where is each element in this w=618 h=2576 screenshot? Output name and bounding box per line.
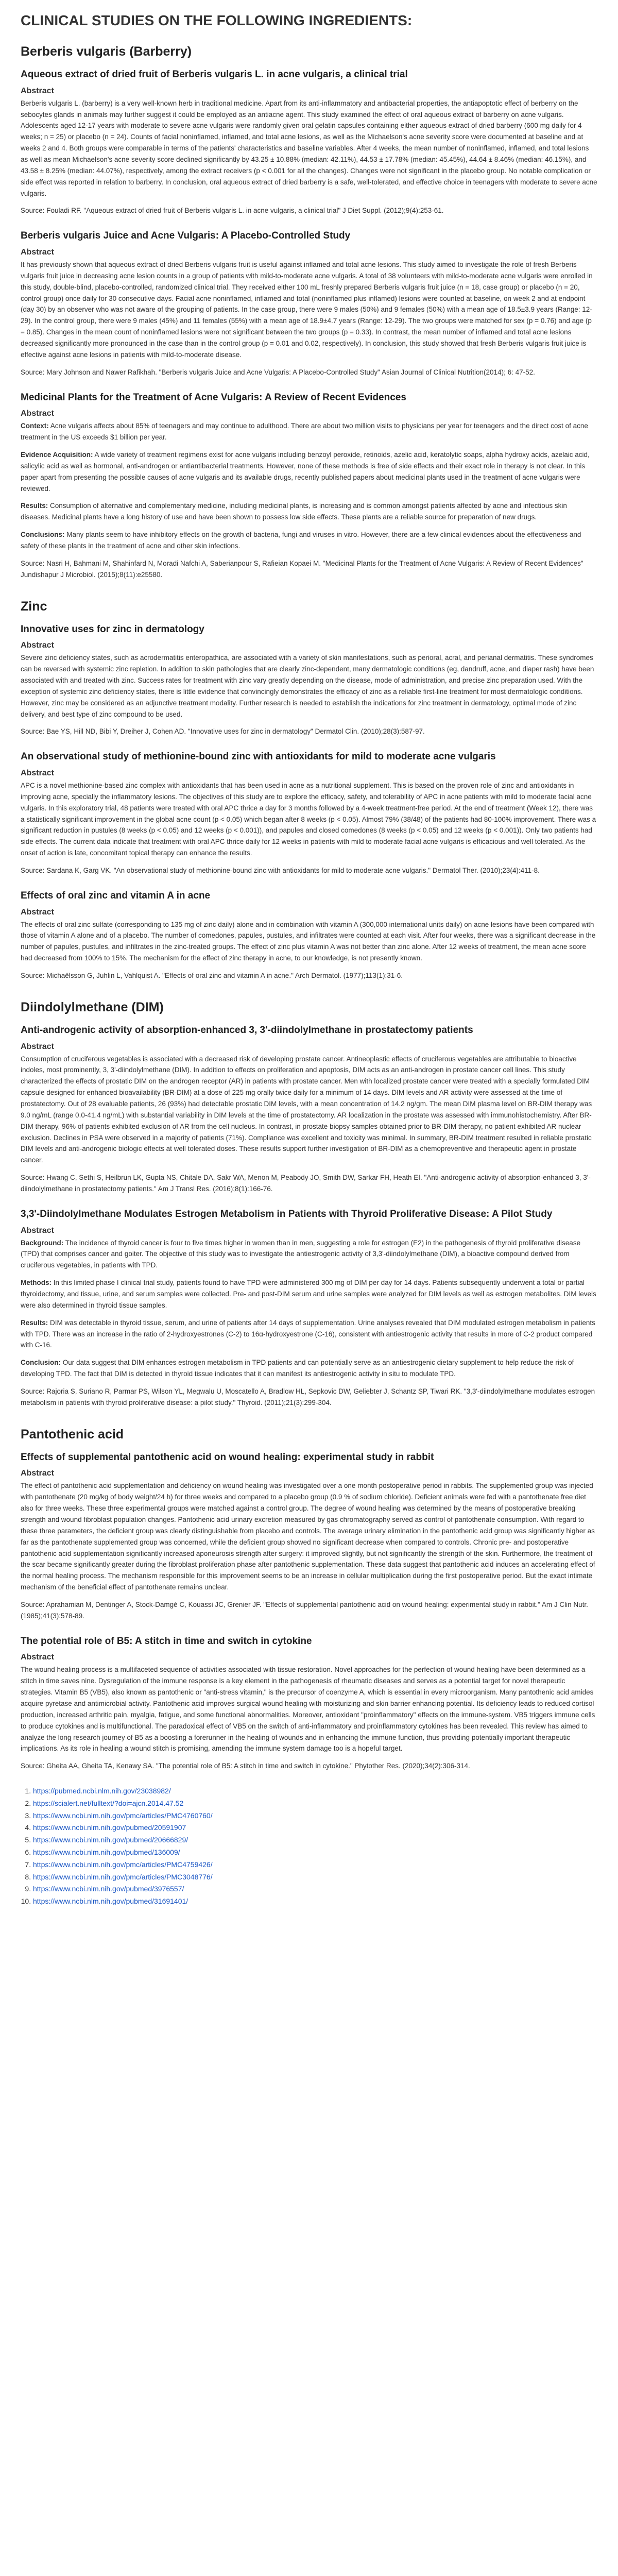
study-title: Berberis vulgaris Juice and Acne Vulgaris: A Placebo-Controlled Study [21, 230, 351, 242]
reference-item [33, 1834, 597, 1846]
study-source: Source: Fouladi RF. "Aqueous extract of dried fruit of Berberis vulgaris L. in acne vulgaris, a clinical trial" J Diet Suppl. (2012);9(4):253-61. [21, 207, 444, 215]
study-source: Source: Mary Johnson and Nawer Rafikhah. "Berberis vulgaris Juice and Acne Vulgaris: A Placebo-Controlled Study" Asian Journal of Clinical Nutrition(2014); 6: 47-52. [21, 368, 535, 376]
section-heading: Zinc [21, 599, 47, 614]
reference-item [33, 1822, 597, 1834]
paragraph-label: Context: [21, 422, 49, 430]
abstract-label: Abstract [21, 641, 54, 650]
study-block [21, 1024, 597, 1195]
paragraph-text: A wide variety of treatment regimens exist for acne vulgaris including benzoyl peroxide, retinoids, azelic acid, keratolytic soaps, alpha hydroxy acids, azelaic acid, salicylic acid as well as hormonal, anti-androgen or antiantibacterial treatments. However, none of these methods is free of side effects and their exact role in therapy is not clear. In this paper apart from presenting the possible causes of acne vulgaris and its available drugs, recently published papers about medicinal plants used in the treatment of acne vulgaris were reviewed. [21, 450, 590, 493]
paragraph-text: Acne vulgaris affects about 85% of teenagers and may continue to adulthood. There are about two million visits to physicians per year for teenagers and the direct cost of acne treatment in the US exceeds $1 billion per year. [21, 422, 588, 442]
study-source: Source: Aprahamian M, Dentinger A, Stock-Damgé C, Kouassi JC, Grenier JF. "Effects of supplemental pantothenic acid on wound healing: experimental study in rabbit." Am J Clin Nutr. (1985);41(3):578-89. [21, 1600, 588, 1620]
page-title: CLINICAL STUDIES ON THE FOLLOWING INGREDIENTS: [21, 12, 413, 28]
paragraph-label: Methods: [21, 1279, 52, 1287]
paragraph-text: Many plants seem to have inhibitory effects on the growth of bacteria, fungi and viruses in vitro. However, there are a few clinical evidences about the effectiveness and safety of these plants in the treatment of acne and other skin infections. [21, 531, 581, 550]
abstract-label: Abstract [21, 1653, 54, 1662]
study-block [21, 1451, 597, 1622]
study-title: An observational study of methionine-bound zinc with antioxidants for mild to moderate acne vulgaris [21, 751, 496, 762]
abstract-label: Abstract [21, 1042, 54, 1051]
study-source: Source: Rajoria S, Suriano R, Parmar PS, Wilson YL, Megwalu U, Moscatello A, Bradlow HL, Sepkovic DW, Geliebter J, Schantz SP, Tiwari RK. "3,3'-diindolylmethane modulates estrogen metabolism in patients with thyroid proliferative disease: a pilot study." Thyroid. (2011);21(3):299-304. [21, 1387, 595, 1406]
abstract-label: Abstract [21, 1226, 54, 1235]
abstract-label: Abstract [21, 409, 54, 418]
study-title: Anti-androgenic activity of absorption-enhanced 3, 3'-diindolylmethane in prostatectomy patients [21, 1024, 473, 1036]
paragraph-text: APC is a novel methionine-based zinc complex with antioxidants that has been used in acne as a nutritional supplement. This is based on the proven role of zinc and antioxidants in improving acne, specially the inflammatory lesions. The objectives of this study are to explore the efficacy, safety, and tolerability of APC in acne patients with mild to moderate facial acne vulgaris. In this exploratory trial, 48 patients were treated with oral APC thrice a day for 3 months followed by a 4-week treatment-free period. At the end of treatment (Week 12), there was a statistically significant improvement in the global acne count (p < 0.05) which began after 8 weeks (p < 0.05). Almost 79% (38/48) of the patients had 80-100% improvement. There was a significant reduction in pustules (8 weeks (p < 0.05) and 12 weeks (p < 0.001)), and papules and closed comedones (8 weeks (p < 0.05) and 12 weeks (p < 0.001)). Only two patients had side effects. The current data indicate that treatment with oral APC thrice daily for 12 weeks in patients with mild to moderate facial acne vulgaris is efficacious and well tolerated. As the onset of action is late, concomitant topical therapy can enhance the results. [21, 781, 596, 857]
reference-item [33, 1895, 597, 1908]
abstract-paragraph [21, 652, 597, 720]
abstract-paragraph [21, 1357, 597, 1380]
reference-item [33, 1810, 597, 1822]
paragraph-text: DIM was detectable in thyroid tissue, serum, and urine of patients after 14 days of supplementation. Urine analyses revealed that DIM modulated estrogen metabolism in patients with TPD. There was an increase in the ratio of 2-hydroxyestrones (C-2) to 16α-hydroxyestrone (C-16), consistent with antiestrogenic activity that results in more of C-2 product compared with C-16. [21, 1318, 595, 1349]
reference-link[interactable]: https://www.ncbi.nlm.nih.gov/pmc/articles/PMC3048776/ [33, 1872, 213, 1881]
study-source: Source: Michaëlsson G, Juhlin L, Vahlquist A. "Effects of oral zinc and vitamin A in acne." Arch Dermatol. (1977);113(1):31-6. [21, 971, 403, 979]
reference-link[interactable]: https://www.ncbi.nlm.nih.gov/pubmed/31691401/ [33, 1897, 188, 1906]
abstract-label: Abstract [21, 907, 54, 917]
study-title: Innovative uses for zinc in dermatology [21, 623, 204, 635]
section-heading: Berberis vulgaris (Barberry) [21, 44, 192, 59]
reference-link[interactable]: https://www.ncbi.nlm.nih.gov/pmc/articles/PMC4759426/ [33, 1860, 213, 1869]
paragraph-label: Results: [21, 1318, 48, 1327]
study-block [21, 392, 597, 581]
paragraph-text: Our data suggest that DIM enhances estrogen metabolism in TPD patients and can potentially serve as an antiestrogenic dietary supplement to help reduce the risk of developing TPD. The fact that DIM is detected in thyroid tissue indicates that it can manifest its antiestrogenic activity in situ to modulate TPD. [21, 1359, 574, 1378]
study-title: Aqueous extract of dried fruit of Berberis vulgaris L. in acne vulgaris, a clinical trial [21, 69, 408, 80]
paragraph-label: Results: [21, 502, 48, 510]
paragraph-text: In this limited phase I clinical trial study, patients found to have TPD were administered 300 mg of DIM per day for 14 days. Patients subsequently underwent a total or partial thyroidectomy, and tissue, urine, and serum samples were collected. Pre- and post-DIM serum and urine samples were analyzed for DIM levels as well as estrogen metabolites. DIM levels were also determined in thyroid tissue samples. [21, 1279, 596, 1309]
reference-link[interactable]: https://www.ncbi.nlm.nih.gov/pubmed/20666829/ [33, 1836, 188, 1844]
reference-link[interactable]: https://pubmed.ncbi.nlm.nih.gov/23038982/ [33, 1787, 171, 1795]
study-source: Source: Gheita AA, Gheita TA, Kenawy SA. "The potential role of B5: A stitch in time and switch in cytokine." Phytother Res. (2020);34(2):306-314. [21, 1762, 470, 1770]
study-block [21, 230, 597, 378]
study-block [21, 1208, 597, 1409]
reference-link[interactable]: https://www.ncbi.nlm.nih.gov/pubmed/20591907 [33, 1823, 186, 1832]
study-source: Source: Sardana K, Garg VK. "An observational study of methionine-bound zinc with antioxidants for mild to moderate acne vulgaris." Dermatol Ther. (2010);23(4):411-8. [21, 866, 540, 874]
reference-link[interactable]: https://www.ncbi.nlm.nih.gov/pubmed/136009/ [33, 1848, 180, 1857]
paragraph-text: It has previously shown that aqueous extract of dried Berberis vulgaris fruit is useful against inflamed and total acne lesions. This study aimed to investigate the role of fresh Berberis vulgaris fruit juice in decreasing acne lesion counts in a group of patients with mild-to-moderate acne vulgaris. A total of 38 volunteers with mild-to-moderate acne vulgaris were enrolled in this study, double-blind, placebo-controlled, randomized clinical trial. They received either 100 mL freshly prepared Berberis vulgaris fruit juice (n = 18, case group) or placebo (n = 20, control group) once daily for 30 consecutive days. Facial acne noninflamed, inflamed and total (noninflamed plus inflamed) lesions were counted at baseline, on week 2 and at endpoint (day 30) by an observer who was not aware of the grouping of patients. In the case group, there were 9 males (50%) and 9 females (50%) with a mean age of 18.5±3.9 years (Range: 12-29). In the control group, there were 9 males (45%) and 11 females (55%) with a mean age of 18.9±4.7 years (Range: 12-29). The two groups were matched for sex (p = 0.76) and age (p = 0.85). Changes in the mean count of noninflamed lesions were not significant between the two groups (p = 0.33). In contrast, the mean number of inflamed and total acne lesions decreased significantly more pronounced in the case than in the control group (p = 0.01 and 0.02, respectively). In conclusion, this study showed that fresh Berberis vulgaris fruit juice is effective against acne lesions in patients with mild-to-moderate disease. [21, 260, 593, 359]
abstract-paragraph [21, 780, 597, 859]
section-heading: Diindolylmethane (DIM) [21, 999, 164, 1014]
reference-link[interactable]: https://www.ncbi.nlm.nih.gov/pubmed/3976557/ [33, 1885, 184, 1893]
paragraph-text: The effects of oral zinc sulfate (corresponding to 135 mg of zinc daily) alone and in combination with vitamin A (300,000 international units daily) on acne lesions have been compared with those of vitamin A alone and of a placebo. The number of comedones, papules, pustules, and infiltrates were counted at each visit. After four weeks, there was a significant decrease in the number of papules, pustules, and infiltrates in the zinc-treated groups. The effect of zinc plus vitamin A was not better than zinc alone. After 12 weeks of treatment, the mean acne score had decreased from 100% to 15%. The mechanism for the effect of zinc therapy in acne, to our knowledge, is not presently known. [21, 920, 596, 962]
abstract-paragraph [21, 1664, 597, 1754]
paragraph-text: Severe zinc deficiency states, such as acrodermatitis enteropathica, are associated with a variety of skin manifestations, such as perioral, acral, and perianal dermatitis. These syndromes can be reversed with systemic zinc repletion. In addition to skin pathologies that are clearly zinc-dependent, many dermatologic conditions (eg, dandruff, acne, and diaper rash) have been associated with and treated with zinc. Success rates for treatment with zinc vary greatly depending on the disease, mode of administration, and precise zinc preparation used. With the exception of systemic zinc deficiency states, there is little evidence that convincingly demonstrates the efficacy of zinc as a reliable first-line treatment for most dermatologic conditions. However, zinc may be considered as an adjunctive treatment modality. Further research is needed to establish the indications for zinc treatment in dermatology, optimal mode of zinc delivery, and best type of zinc compound to be used. [21, 654, 594, 718]
reference-item [33, 1846, 597, 1859]
study-title: 3,3'-Diindolylmethane Modulates Estrogen Metabolism in Patients with Thyroid Proliferative Disease: A Pilot Study [21, 1208, 553, 1219]
paragraph-text: Consumption of alternative and complementary medicine, including medicinal plants, is increasing and is common amongst patients affected by acne and infectious skin diseases. Medicinal plants have a long history of use and have been shown to possess low side effects. These plants are a reliable source for preparation of new drugs. [21, 502, 567, 521]
paragraph-label: Evidence Acquisition: [21, 450, 93, 459]
reference-item [33, 1785, 597, 1798]
reference-item [33, 1883, 597, 1895]
reference-list [21, 1785, 597, 1908]
study-block [21, 1635, 597, 1772]
study-title: Effects of oral zinc and vitamin A in acne [21, 890, 211, 901]
study-title: The potential role of B5: A stitch in time and switch in cytokine [21, 1635, 312, 1647]
study-source: Source: Bae YS, Hill ND, Bibi Y, Dreiher J, Cohen AD. "Innovative uses for zinc in dermatology" Dermatol Clin. (2010);28(3):587-97. [21, 727, 425, 736]
abstract-paragraph [21, 529, 597, 552]
study-block [21, 623, 597, 738]
section-heading: Pantothenic acid [21, 1427, 124, 1442]
abstract-label: Abstract [21, 1469, 54, 1478]
paragraph-label: Background: [21, 1239, 64, 1247]
sections-container [21, 44, 597, 1772]
paragraph-label: Conclusions: [21, 531, 65, 539]
paragraph-text: The effect of pantothenic acid supplementation and deficiency on wound healing was investigated over a one month postoperative period in rabbits. The supplemented group was injected with pantothenate (20 mg/kg of body weight/24 h) for three weeks and compared to a placebo group (0.9 % of sodium chloride). Deficient animals were fed with a pantothenate free diet also for three weeks. These three experimental groups were matched against a control group. The degree of wound healing was determined by the means of postoperative breaking strength and wound fibroblast population changes. Pantothenic acid urinary excretion measured by gas chromatography served as control of pantothenate consumption. With regard to these three parameters, the deficient group was clearly distinguishable from placebo and controls. The average urinary elimination in the pantothenic acid group was significantly higher as far as the pantothenate supplemented group was concerned, while the deficient group showed no significant decrease when compared to controls. Chronic pre- and postoperative pantothenic acid supplementation significantly increased aponeurosis strength after surgery: it improved slightly, but not significantly the strength of the skin. Furthermore, the treatment of the scar became significantly greater during the fibroblast proliferation phase after pantothenic supplementation. These data suggest that pantothenic acid induces an accelerating effect of the normal healing process. The mechanism responsible for this improvement seems to be an increase in cellular multiplication during the first postoperative period. But the exact intimate mechanism of the beneficial effect of pantothenate remains unclear. [21, 1482, 595, 1591]
abstract-paragraph [21, 1277, 597, 1311]
paragraph-label: Conclusion: [21, 1359, 61, 1367]
paragraph-text: Consumption of cruciferous vegetables is associated with a decreased risk of developing prostate cancer. Antineoplastic effects of cruciferous vegetables are attributable to bioactive indoles, most prominently, 3, 3'-diindolylmethane (DIM). In addition to effects on proliferation and apoptosis, DIM acts as an anti-androgen in prostate cancer cell lines. This study characterized the effects of prostatic DIM on the androgen receptor (AR) in patients with prostate cancer. Men with localized prostate cancer were treated with a specially formulated DIM capsule designed for enhanced bioavailability (BR-DIM) at a dose of 225 mg orally twice daily for a minimum of 14 days. DIM levels and AR activity were assessed at the time of prostatectomy. Out of 28 evaluable patients, 26 (93%) had detectable prostatic DIM levels, with a mean concentration of 14.2 ng/gm. The mean DIM plasma level on BR-DIM therapy was 9.0 ng/mL (range 0.0-41.4 ng/mL) with substantial variability in DIM levels at the time of prostatectomy. AR localization in the prostate was assessed with immunohistochemistry. After BR-DIM therapy, 96% of patients exhibited exclusion of AR from the cell nucleus. In contrast, in prostate biopsy samples obtained prior to BR-DIM therapy, no patient exhibited AR nuclear exclusion. Declines in PSA were observed in a majority of patients (71%). Compliance was excellent and toxicity was minimal. In summary, BR-DIM treatment resulted in reliable prostatic DIM levels and anti-androgenic biologic effects at well tolerated doses. These results support further investigation of BR-DIM as a chemopreventive and therapeutic agent in prostate cancer. [21, 1055, 592, 1164]
abstract-paragraph [21, 1317, 597, 1351]
reference-link[interactable]: https://scialert.net/fulltext/?doi=ajcn.2014.47.52 [33, 1799, 184, 1807]
reference-item [33, 1871, 597, 1884]
abstract-paragraph [21, 500, 597, 523]
study-title: Effects of supplemental pantothenic acid on wound healing: experimental study in rabbit [21, 1451, 434, 1463]
abstract-label: Abstract [21, 768, 54, 777]
paragraph-text: The incidence of thyroid cancer is four to five times higher in women than in men, suggesting a role for estrogen (E2) in the pathogenesis of thyroid proliferative disease (TPD) that comprises cancer and goiter. The objective of this study was to investigate the antiestrogenic activity of 3,3'-diindolylmethane (DIM), a bioactive compound derived from cruciferous vegetables, in patients with TPD. [21, 1239, 581, 1269]
study-block [21, 751, 597, 876]
paragraph-text: Berberis vulgaris L. (barberry) is a very well-known herb in traditional medicine. Apart from its anti-inflammatory and antibacterial properties, the antiapoptotic effect of berberry on the sebocytes glands in animals may further suggest it could be employed as an antiacne agent. This study examined the effect of oral aqueous extract of barberry on acne vulgaris. Adolescents aged 12-17 years with moderate to severe acne vulgaris were randomly given oral gelatin capsules containing either aqueous extract of dried barberry (600 mg daily for 4 weeks; n = 25) or placebo (n = 24). Counts of facial noninflamed, inflamed, and total acne lesions, as well as the Michaelson's acne severity score were documented at baseline and at weeks 2 and 4. Both groups were comparable in terms of the patients' characteristics and baseline variables. After 4 weeks, the mean number of noninflamed, inflamed, and total lesions as well as mean Michaelson's acne severity score declined significantly by 43.25 ± 10.88% (median: 42.11%), 44.53 ± 17.78% (median: 45.45%), 44.64 ± 8.46% (median: 46.15%), and 43.58 ± 8.25% (median: 44.07%), respectively, among the extract receivers (p < 0.001 for all the changes). Changes were not significant in the placebo group. No notable complication or side effect was reported in relation to barberry. In conclusion, oral aqueous extract of dried barberry is a safe, well-tolerated, and effective choice in teenagers with moderate to severe acne vulgaris. [21, 99, 597, 197]
reference-item [33, 1859, 597, 1871]
study-title: Medicinal Plants for the Treatment of Acne Vulgaris: A Review of Recent Evidences [21, 392, 406, 403]
reference-link[interactable]: https://www.ncbi.nlm.nih.gov/pmc/articles/PMC4760760/ [33, 1811, 213, 1820]
abstract-paragraph [21, 1238, 597, 1272]
study-source: Source: Nasri H, Bahmani M, Shahinfard N, Moradi Nafchi A, Saberianpour S, Rafieian Kopaei M. "Medicinal Plants for the Treatment of Acne Vulgaris: A Review of Recent Evidences" Jundishapur J Microbiol. (2015);8(11):e25580. [21, 559, 583, 579]
study-block [21, 69, 597, 216]
abstract-paragraph [21, 259, 597, 361]
reference-item [33, 1798, 597, 1810]
abstract-paragraph [21, 449, 597, 494]
abstract-paragraph [21, 919, 597, 964]
abstract-label: Abstract [21, 86, 54, 95]
paragraph-text: The wound healing process is a multifaceted sequence of activities associated with tissue restoration. Novel approaches for the perfection of wound healing have been determined as a stitch in time saves nine. Dysregulation of the immune response is a key element in the pathogenesis of rheumatic diseases and serves as a potential target for novel therapeutic strategies. Vitamin B5 (VB5), also known as pantothenic or "anti-stress vitamin," is the precursor of coenzyme A, which is essential in every microorganism. Many pantothenic acid amides acquire pyretase and antimicrobial activity. Pantothenic acid improves surgical wound healing with moisturizing and skin barrier enhancing potential. Its deficiency leads to reduced cortisol production, increased arthritic pain, myalgia, fatigue, and some functional abnormalities. Moreover, antioxidant "proinflammatory" effects on the immune-system. VB5 triggers immune cells to produce cytokines and is multifunctional. The paradoxical effect of VB5 on the switch of anti-inflammatory and proinflammatory cytokines has been revealed. This review has aimed to analyze the long research journey of B5 as a boosting a forerunner in the healing of wounds and in enhancing the immune function, thus providing potentially important therapeutic implications. As its role in healing a wound stitch is promising, amending the immune system damage too is a hopeful target. [21, 1666, 595, 1753]
study-block [21, 890, 597, 981]
abstract-paragraph [21, 1480, 597, 1593]
study-source: Source: Hwang C, Sethi S, Heilbrun LK, Gupta NS, Chitale DA, Sakr WA, Menon M, Peabody JO, Smith DW, Sarkar FH, Heath EI. "Anti-androgenic activity of absorption-enhanced 3, 3'-diindolylmethane in prostatectomy patients." Am J Transl Res. (2016);8(1):166-76. [21, 1174, 591, 1193]
abstract-paragraph [21, 420, 597, 443]
abstract-paragraph [21, 1054, 597, 1166]
abstract-paragraph [21, 98, 597, 199]
abstract-label: Abstract [21, 247, 54, 257]
